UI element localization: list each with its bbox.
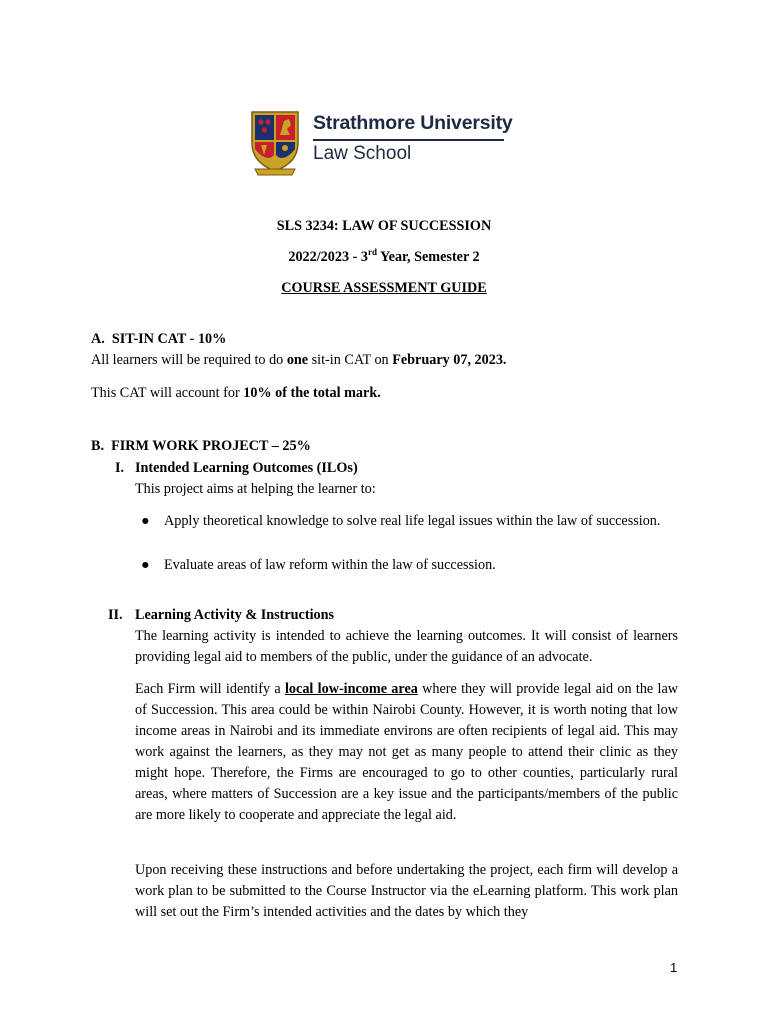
instructions-paragraph-2: [135, 679, 678, 826]
local-area-emphasis: local low-income area: [284, 681, 418, 697]
instructions-paragraph-1: The learning activity is intended to achieve the learning outcomes. It will consist of learners providing legal aid to members of the public, under the guidance of an advocate.: [135, 628, 678, 665]
bullet-icon: ●: [141, 513, 150, 529]
logo-divider: [313, 139, 504, 141]
text-run: where they will provide legal aid on the law of Succession. This area could be within Nairobi County. However, it is worth noting that low income areas in Nairobi and its immediate environs are often recipients of legal aid. This may work against the learners, as they may not get as many people to attend their clinic as they might hope. Therefore, the Firms are encouraged to go to other counties, particularly rural areas, where matters of Succession are a key issue and the participants/members of the public are more likely to cooperate and appreciate the legal aid.: [135, 681, 678, 823]
section-a-paragraph-1: [91, 350, 506, 371]
institution-name: Strathmore University: [313, 112, 513, 134]
guide-title-wrap: [0, 278, 768, 299]
term-ordinal: rd: [367, 247, 377, 257]
subsection-2-number: II.: [108, 607, 123, 623]
course-title: SLS 3234: LAW OF SUCCESSION: [276, 218, 492, 234]
term-prefix: 2022/2023 - 3: [288, 249, 368, 265]
school-name: Law School: [313, 143, 412, 164]
subsection-1-number: I.: [115, 460, 125, 476]
section-a-heading: A. SIT-IN CAT - 10%: [91, 331, 227, 347]
page-number: 1: [670, 960, 678, 975]
section-a-paragraph-2: [91, 383, 381, 404]
subsection-1-intro: This project aims at helping the learner to:: [135, 481, 376, 497]
university-logo: [249, 107, 519, 177]
term-line: [0, 247, 768, 268]
bullet-item-2: Evaluate areas of law reform within the law of succession.: [164, 557, 496, 573]
crest-icon: [249, 109, 301, 177]
text-run: Each Firm will identify a: [135, 681, 285, 697]
bullet-item-1: Apply theoretical knowledge to solve real life legal issues within the law of succession.: [164, 513, 661, 529]
subsection-1-title: Intended Learning Outcomes (ILOs): [135, 460, 358, 476]
text-run-bold: one: [286, 352, 309, 368]
text-run: This CAT will account for: [91, 385, 244, 401]
instructions-paragraph-3: Upon receiving these instructions and before undertaking the project, each firm will develop a work plan to be submitted to the Course Instructor via the eLearning platform. This work plan will set out the Firm’s intended activities and the dates by which they: [135, 862, 678, 920]
text-run: All learners will be required to do: [91, 352, 287, 368]
section-b-heading: B. FIRM WORK PROJECT – 25%: [91, 438, 311, 454]
text-run-bold: 10% of the total mark.: [243, 385, 381, 401]
guide-title: COURSE ASSESSMENT GUIDE: [281, 280, 487, 296]
bullet-icon: ●: [141, 557, 150, 573]
cat-date: February 07, 2023.: [392, 352, 507, 368]
term-suffix: Year, Semester 2: [376, 249, 480, 265]
text-run: sit-in CAT on: [308, 352, 393, 368]
subsection-2-title: Learning Activity & Instructions: [135, 607, 335, 623]
